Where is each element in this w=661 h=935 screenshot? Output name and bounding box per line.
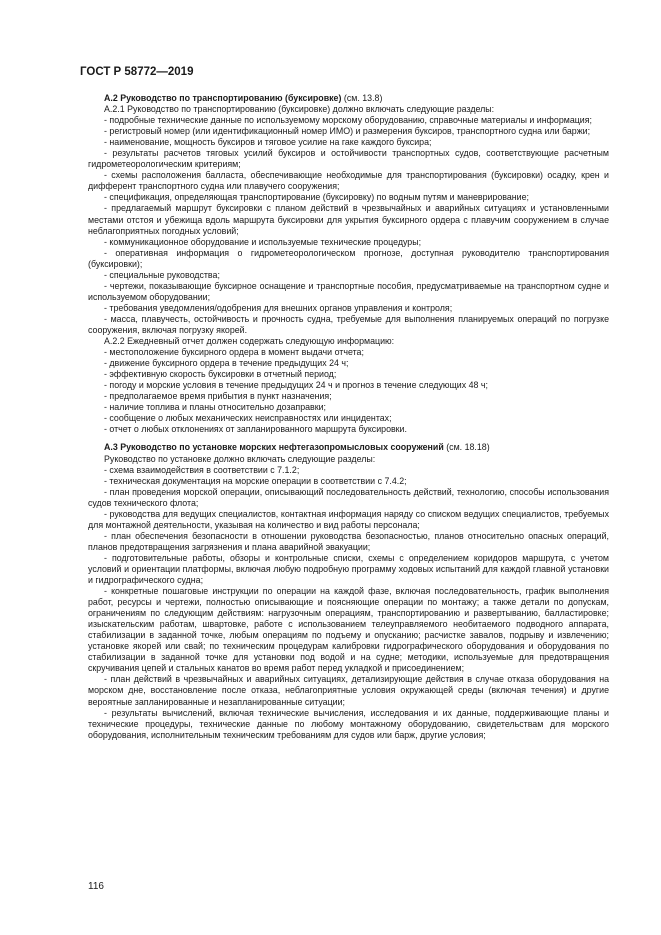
paragraph: - руководства для ведущих специалистов, контактная информация наряду со списком ведущих специалистов, требуемых для монтажной деятельности, указывая на количество и вид работы персонала;: [88, 508, 609, 530]
section-a2-ref: (см. 13.8): [341, 93, 383, 103]
paragraph: - коммуникационное оборудование и используемые технические процедуры;: [104, 236, 422, 247]
paragraph: - схемы расположения балласта, обеспечивающие необходимые для транспортирования (буксировки) осадку, крен и дифферент транспортного судна или плавучего сооружения;: [88, 170, 609, 192]
paragraph: - план действий в чрезвычайных и аварийных ситуациях, детализирующие действия в случае отказа оборудования на морском дне, восстановление после отказа, неблагоприятные условия окружающей среды (включая течения) и другие вероятные запланированные и незапланированные ситуации;: [88, 674, 609, 707]
paragraph: - спецификация, определяющая транспортирование (буксировку) по водным путям и маневрирование;: [104, 192, 529, 203]
section-a3-ref: (см. 18.18): [443, 442, 490, 453]
paragraph: - отчет о любых отклонениях от запланированного маршрута буксировки.: [104, 424, 407, 435]
section-a2-body: [88, 104, 609, 435]
section-a2-heading: [88, 93, 609, 104]
section-a3-title: А.3 Руководство по установке морских нефтегазопромысловых сооружений: [104, 442, 444, 453]
section-a3-heading: [88, 442, 609, 453]
paragraph: - специальные руководства;: [104, 269, 220, 280]
paragraph: - предлагаемый маршрут буксировки с планом действий в чрезвычайных и аварийных ситуациях и установленными местами отстоя и убежища вдоль маршрута буксировки для укрытия буксирного ордера с плавучим сооружением в случае неблагоприятных погодных условий;: [88, 203, 609, 236]
document-body: [88, 93, 609, 741]
paragraph: - эффективную скорость буксировки в отчетный период;: [104, 369, 337, 380]
paragraph: А.2.1 Руководство по транспортированию (буксировке) должно включать следующие разделы:: [104, 104, 495, 115]
paragraph: - схема взаимодействия в соответствии с 7.1.2;: [104, 464, 300, 475]
paragraph: - конкретные пошаговые инструкции по операции на каждой фазе, включая последовательность, график выполнения работ, ресурсы и чертежи, полностью описывающие и поясняющие операции по монтажу; а также детали по допускам, ограничениям по следующим действиям: нагрузочным операциям, транспортированию и развертыванию, балластировке; изыскательским работам, швартовке, работе с использованием телеуправляемого необитаемого подводного аппарата, стабилизации в заданной точке, любым операциям по подъему и опусканию; расчистке завалов, подрыву и извлечению; установке якорей или свай; по техническим процедурам калибровки гидрографического оборудования и оборудования по стабилизации в заданной точке для установки под водой и на судне; методики, используемые для предотвращения скручивания цепей и стальных канатов во время работ перед укладкой и присоединением;: [88, 586, 609, 674]
paragraph: А.2.2 Ежедневный отчет должен содержать следующую информацию:: [104, 336, 395, 347]
standard-header: ГОСТ Р 58772—2019: [80, 66, 194, 78]
paragraph: - регистровый номер (или идентификационный номер ИМО) и размерения буксиров, транспортного судна или баржи;: [104, 126, 591, 137]
paragraph: - результаты вычислений, включая технические вычисления, исследования и их данные, поддерживающие планы и технические процедуры, технические данные по любому монтажному оборудованию, свидетельствам для морского оборудования, исполнительным техническим требованиям для судов или барж, другие условия;: [88, 707, 609, 740]
paragraph: - наличие топлива и планы относительно дозаправки;: [104, 402, 327, 413]
paragraph: - план обеспечения безопасности в отношении руководства безопасностью, планов относительно опасных операций, планов предотвращения загрязнения и плана аварийной эвакуации;: [88, 530, 609, 552]
paragraph: - подробные технические данные по используемому морскому оборудованию, справочные материалы и информация;: [104, 115, 592, 126]
page-number: 116: [88, 881, 104, 892]
section-a3-body: [88, 454, 609, 741]
paragraph: - наименование, мощность буксиров и тяговое усилие на гаке каждого буксира;: [104, 137, 432, 148]
paragraph: - результаты расчетов тяговых усилий буксиров и остойчивости транспортных судов, соответствующие расчетным гидрометеорологическим критериям;: [88, 148, 609, 170]
paragraph: - техническая документация на морские операции в соответствии с 7.4.2;: [104, 475, 407, 486]
paragraph: - предполагаемое время прибытия в пункт назначения;: [104, 391, 332, 402]
paragraph: - сообщение о любых механических неисправностях или инцидентах;: [104, 413, 392, 424]
paragraph: - подготовительные работы, обзоры и контрольные списки, схемы с определением коридоров маршрута, с учетом условий и ориентации платформы, включая любую подробную программу ходовых испытаний для каждой главной установки и гидрографического судна;: [88, 552, 609, 586]
paragraph: - требования уведомления/одобрения для внешних органов управления и контроля;: [104, 302, 453, 313]
paragraph: - погоду и морские условия в течение предыдущих 24 ч и прогноз в течение следующих 48 ч;: [104, 380, 488, 391]
paragraph: - движение буксирного ордера в течение предыдущих 24 ч;: [104, 358, 349, 369]
paragraph: - масса, плавучесть, остойчивость и прочность судна, требуемые для выполнения планируемых операций по погрузке сооружения, включая погрузку якорей.: [88, 313, 609, 335]
paragraph: - оперативная информация о гидрометеорологическом прогнозе, доступная руководителю транспортирования (буксировки);: [88, 247, 609, 269]
paragraph: Руководство по установке должно включать следующие разделы:: [104, 453, 376, 464]
paragraph: - чертежи, показывающие буксирное оснащение и транспортные пособия, предусматриваемые на транспортном судне и используемом оборудовании;: [88, 280, 609, 302]
section-a2-title: А.2 Руководство по транспортированию (буксировке): [104, 93, 342, 103]
paragraph: - местоположение буксирного ордера в момент выдачи отчета;: [104, 347, 364, 358]
paragraph: - план проведения морской операции, описывающий последовательность действий, технологию, способы использования судов технического флота;: [88, 486, 609, 508]
